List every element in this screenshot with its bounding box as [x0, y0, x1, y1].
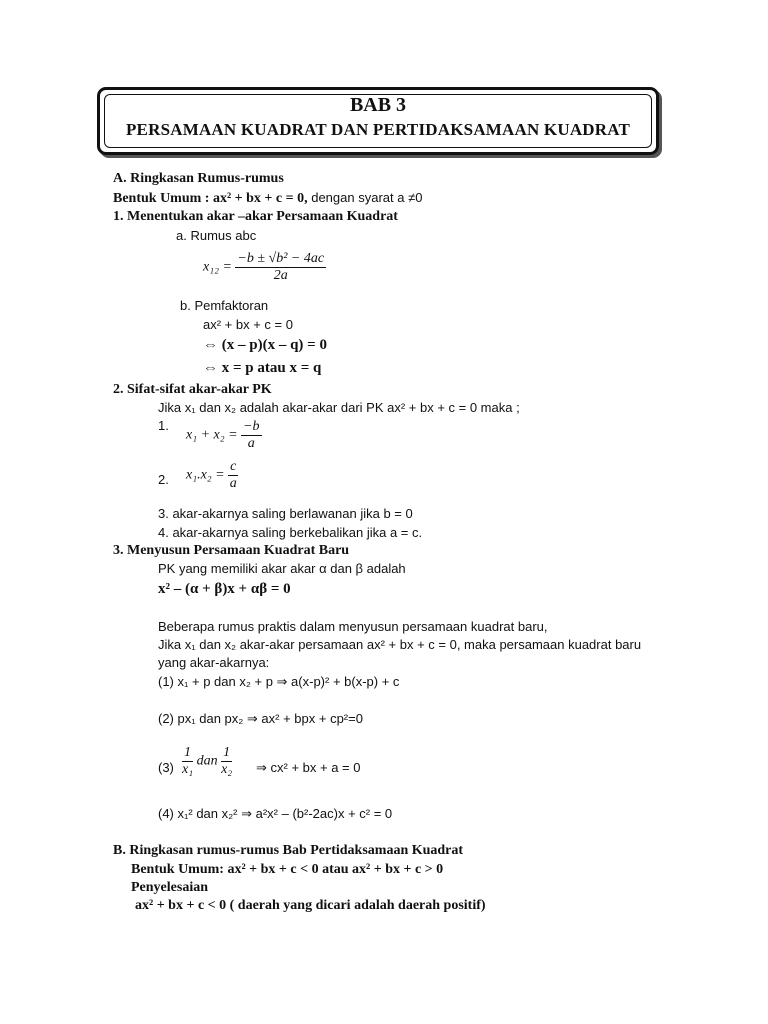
section-a-heading: A. Ringkasan Rumus-rumus [113, 171, 284, 186]
abc-formula-denominator: 2a [273, 268, 288, 283]
practical-rule-3-formula [182, 745, 232, 778]
property-3: 3. akar-akarnya saling berlawanan jika b = 0 [158, 506, 413, 521]
practical-rule-3-number: (3) [158, 760, 174, 775]
practical-rule-3-result: ⇒ cx² + bx + a = 0 [256, 760, 361, 775]
product-of-roots-fraction [228, 459, 238, 492]
reciprocal-root-2-numerator: 1 [221, 745, 232, 762]
practical-formulas-text-1: Beberapa rumus praktis dalam menyusun persamaan kuadrat baru, [158, 619, 548, 634]
property-1-number: 1. [158, 418, 169, 433]
point-1-heading: 1. Menentukan akar –akar Persamaan Kuadrat [113, 209, 398, 224]
abc-formula-label: a. Rumus abc [176, 228, 257, 243]
practical-formulas-text-2: Jika x₁ dan x₂ akar-akar persamaan ax² + bx + c = 0, maka persamaan kuadrat baru [158, 637, 642, 652]
reciprocal-conjunction: dan [196, 753, 218, 769]
inequality-general-form: Bentuk Umum: ax² + bx + c < 0 atau ax² + bx + c > 0 [131, 862, 444, 877]
product-of-roots-formula [186, 459, 238, 492]
reciprocal-root-1 [182, 745, 193, 778]
practical-rule-2: (2) px₁ dan px₂ ⇒ ax² + bpx + cp²=0 [158, 711, 363, 726]
property-4: 4. akar-akarnya saling berkebalikan jika a = c. [158, 525, 423, 540]
product-of-roots-lhs: x₁.x₂ = [186, 467, 225, 483]
product-of-roots-denominator: a [229, 476, 237, 491]
sum-of-roots-fraction [241, 419, 261, 452]
new-equation-formula: x² – (α + β)x + αβ = 0 [158, 581, 291, 597]
chapter-title: PERSAMAAN KUADRAT DAN PERTIDAKSAMAAN KUADRAT [125, 120, 631, 139]
reciprocal-root-1-denominator: x₁ [182, 762, 194, 777]
general-form-line [113, 190, 422, 207]
factoring-label: b. Pemfaktoran [180, 298, 269, 313]
chapter-number: BAB 3 [349, 94, 407, 116]
reciprocal-root-2 [221, 745, 232, 778]
general-form-equation: ax² + bx + c = 0, [212, 191, 308, 206]
roots-properties-intro: Jika x₁ dan x₂ adalah akar-akar dari PK ax² + bx + c = 0 maka ; [158, 400, 520, 415]
sum-of-roots-denominator: a [247, 436, 255, 451]
point-3-heading: 3. Menyusun Persamaan Kuadrat Baru [113, 543, 350, 558]
solution-equation: ax² + bx + c < 0 ( daerah yang dicari adalah daerah positif) [135, 898, 486, 913]
abc-formula [203, 251, 326, 284]
factoring-equation: ax² + bx + c = 0 [203, 317, 293, 332]
reciprocal-root-2-denominator: x₂ [221, 762, 233, 777]
new-equation-intro: PK yang memiliki akar akar α dan β adalah [158, 561, 406, 576]
solution-label: Penyelesaian [131, 880, 208, 895]
sum-of-roots-formula [186, 419, 262, 452]
practical-rule-4: (4) x₁² dan x₂² ⇒ a²x² – (b²-2ac)x + c² = 0 [158, 806, 393, 821]
product-of-roots-numerator: c [230, 459, 237, 474]
factoring-step-1: ⇔ (x – p)(x – q) = 0 [203, 337, 327, 353]
section-b-heading: B. Ringkasan rumus-rumus Bab Pertidaksamaan Kuadrat [113, 843, 464, 858]
point-2-heading: 2. Sifat-sifat akar-akar PK [113, 382, 272, 397]
sum-of-roots-lhs: x₁ + x₂ = [186, 427, 238, 443]
property-2-number: 2. [158, 472, 169, 487]
chapter-title-box [97, 87, 659, 155]
abc-formula-lhs: x₁₂ = [203, 259, 232, 275]
general-form-label: Bentuk Umum : [113, 191, 213, 206]
sum-of-roots-numerator: −b [243, 419, 260, 434]
practical-formulas-text-3: yang akar-akarnya: [158, 655, 270, 670]
practical-rule-1: (1) x₁ + p dan x₂ + p ⇒ a(x-p)² + b(x-p) + c [158, 674, 400, 689]
reciprocal-root-1-numerator: 1 [182, 745, 193, 762]
abc-formula-fraction [235, 251, 326, 284]
abc-formula-numerator: −b ± √b² − 4ac [237, 251, 325, 266]
factoring-step-2: ⇔ x = p atau x = q [203, 360, 322, 376]
general-form-condition: dengan syarat a ≠0 [307, 190, 423, 205]
